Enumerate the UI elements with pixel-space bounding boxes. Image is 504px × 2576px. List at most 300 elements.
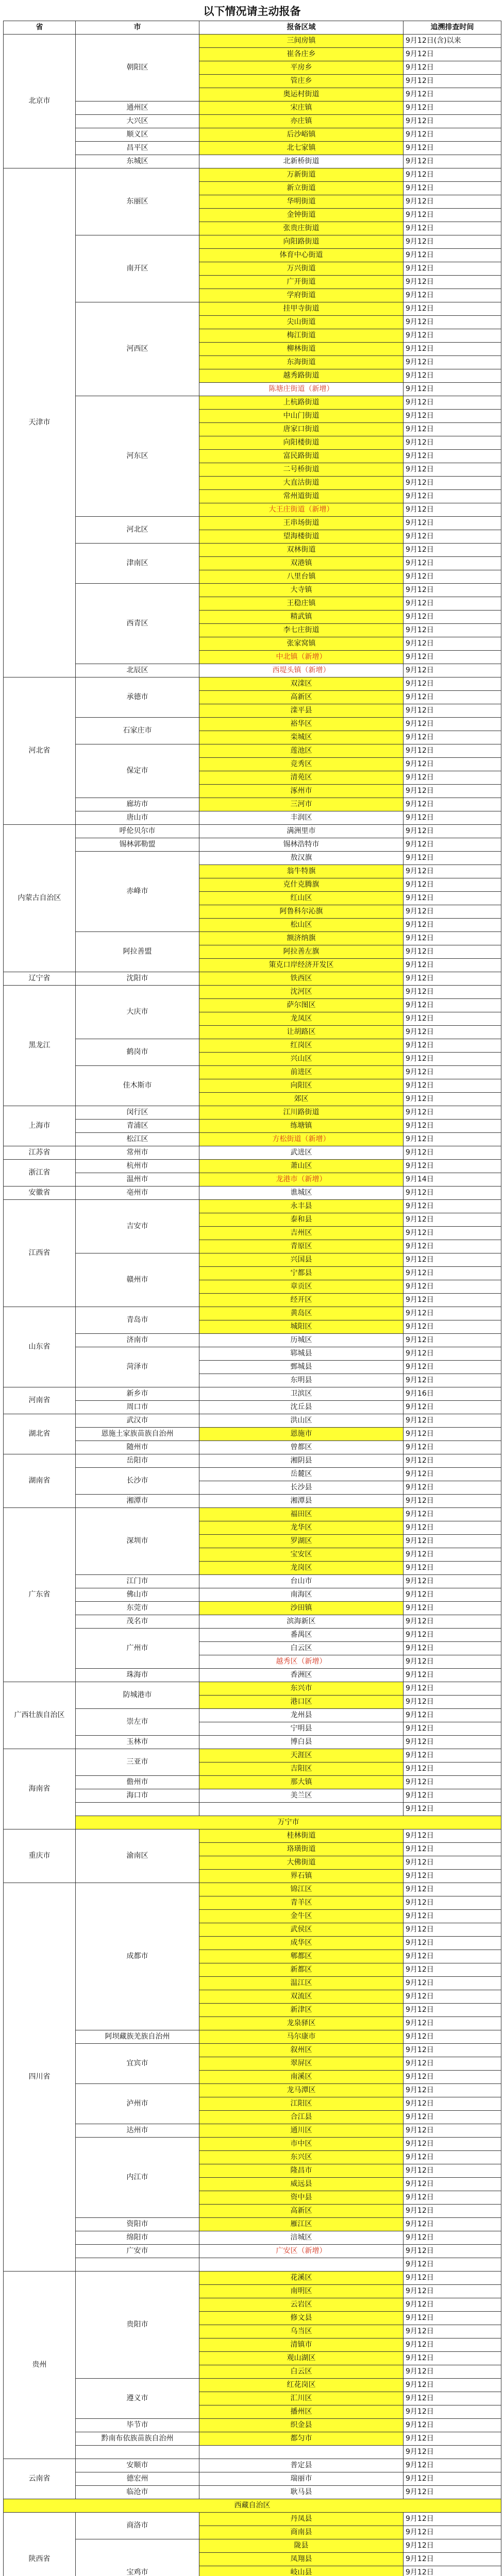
time-cell: 9月12日 [404,2298,501,2312]
time-cell: 9月12日 [404,2513,501,2526]
time-cell: 9月12日 [404,718,501,731]
time-cell: 9月12日 [404,2392,501,2405]
time-cell: 9月12日 [404,249,501,262]
time-cell: 9月12日 [404,1642,501,1655]
time-cell: 9月12日 [404,1910,501,1923]
time-cell: 9月12日 [404,1294,501,1307]
time-cell: 9月12日 [404,235,501,249]
province-cell: 辽宁省 [4,972,76,986]
time-cell: 9月12日 [404,168,501,182]
time-cell: 9月12日 [404,128,501,142]
time-cell: 9月12日 [404,892,501,905]
city-cell: 沈阳市 [76,972,199,986]
province-cell: 广西壮族自治区 [4,1682,76,1749]
area-cell: 叙州区 [199,2044,404,2057]
time-cell: 9月12日 [404,2258,501,2272]
area-cell: 番禺区 [199,1629,404,1642]
city-cell: 江门市 [76,1575,199,1588]
area-cell: 学府街道 [199,289,404,302]
province-cell: 内蒙古自治区 [4,825,76,972]
area-cell: 凤翔县 [199,2553,404,2566]
area-cell: 罗湖区 [199,1535,404,1548]
area-cell: 高新区 [199,2205,404,2218]
city-cell: 东城区 [76,155,199,168]
table-row [4,1468,501,1481]
area-cell: 梅江街道 [199,329,404,343]
time-cell: 9月12日 [404,2526,501,2539]
area-cell: 让胡路区 [199,1026,404,1039]
area-cell: 合江县 [199,2111,404,2124]
area-cell: 天涯区 [199,1749,404,1762]
header-time: 追溯排查时间 [404,21,501,35]
time-cell: 9月12日 [404,2459,501,2472]
time-cell: 9月12日 [404,2365,501,2379]
area-cell: 洪山区 [199,1414,404,1428]
city-cell: 河东区 [76,396,199,517]
area-cell: 耿马县 [199,2486,404,2499]
area-cell: 瑞丽市 [199,2472,404,2486]
time-cell: 9月12日 [404,1240,501,1253]
area-cell: 向阳楼街道 [199,436,404,450]
time-cell: 9月12日 [404,1615,501,1629]
area-cell: 汇川区 [199,2392,404,2405]
province-cell: 江西省 [4,1200,76,1307]
city-cell: 渝南区 [76,1829,199,1883]
area-cell: 观山湖区 [199,2352,404,2365]
time-cell: 9月12日 [404,597,501,611]
area-cell: 红岗区 [199,1039,404,1053]
table-row [4,825,501,838]
area-cell: 宝安区 [199,1548,404,1562]
time-cell: 9月12日 [404,302,501,316]
province-cell: 河北省 [4,677,76,825]
table-row [4,1307,501,1320]
city-cell: 阿拉善盟 [76,932,199,972]
time-cell: 9月12日 [404,262,501,276]
time-cell: 9月12日 [404,276,501,289]
city-cell: 恩施土家族苗族自治州 [76,1428,199,1441]
city-cell: 北辰区 [76,664,199,677]
area-cell: 历城区 [199,1334,404,1347]
area-cell: 龙华区 [199,1521,404,1535]
report-table [3,21,501,2576]
area-cell: 章贡区 [199,1280,404,1294]
time-cell: 9月12日 [404,517,501,530]
table-row [4,2486,501,2499]
time-cell: 9月12日 [404,1026,501,1039]
time-cell: 9月12日 [404,1495,501,1508]
area-cell: 新津区 [199,2004,404,2017]
table-row [4,1776,501,1789]
time-cell: 9月12日 [404,1736,501,1749]
city-cell: 唐山市 [76,811,199,825]
time-cell: 9月12日 [404,1843,501,1856]
page-title: 以下情况请主动报备 [203,5,301,18]
city-cell: 廊坊市 [76,798,199,811]
city-cell: 昌平区 [76,142,199,155]
table-row [4,2379,501,2392]
table-row [4,1669,501,1682]
table-row [4,1334,501,1347]
area-cell: 北新桥街道 [199,155,404,168]
table-row [4,396,501,410]
city-cell: 菏泽市 [76,1347,199,1387]
time-cell: 9月12日 [404,1334,501,1347]
table-row [4,932,501,945]
city-cell: 河西区 [76,302,199,396]
area-cell: 南明区 [199,2285,404,2298]
city-cell: 朝阳区 [76,35,199,101]
area-cell: 富民路街道 [199,450,404,463]
time-cell: 9月12日 [404,959,501,972]
area-cell: 陈塘庄街道（新增） [199,383,404,396]
area-cell: 云岩区 [199,2298,404,2312]
time-cell: 9月12日 [404,1883,501,1896]
area-cell: 港口区 [199,1696,404,1709]
area-cell: 福田区 [199,1508,404,1521]
area-cell: 奥运村街道 [199,88,404,101]
area-cell: 马尔康市 [199,2030,404,2044]
table-row [4,1387,501,1401]
area-cell: 锦江区 [199,1883,404,1896]
time-cell: 9月12日 [404,1521,501,1535]
area-cell: 香洲区 [199,1669,404,1682]
time-cell: 9月12日 [404,2379,501,2392]
province-cell: 广东省 [4,1508,76,1682]
city-cell: 石家庄市 [76,718,199,744]
area-cell: 三河市 [199,798,404,811]
area-cell: 额济纳旗 [199,932,404,945]
area-cell: 曾都区 [199,1441,404,1454]
time-cell: 9月12日 [404,1187,501,1200]
table-row [4,1200,501,1213]
time-cell: 9月12日 [404,1896,501,1910]
area-cell: 上杭路街道 [199,396,404,410]
area-cell: 翁牛特旗 [199,865,404,878]
area-cell: 湘阴县 [199,1454,404,1468]
area-cell: 高新区 [199,691,404,704]
area-cell: 李七庄街道 [199,624,404,637]
table-row [4,1428,501,1441]
city-cell: 佳木斯市 [76,1066,199,1106]
area-cell: 沙田镇 [199,1602,404,1615]
time-cell: 9月12日 [404,2553,501,2566]
area-cell: 龙岗区 [199,1562,404,1575]
time-cell: 9月12日 [404,878,501,892]
area-cell: 新立街道 [199,182,404,195]
time-cell: 9月12日 [404,115,501,128]
time-cell: 9月12日 [404,1870,501,1883]
table-row [4,811,501,825]
area-cell: 修文县 [199,2312,404,2325]
time-cell: 9月12日 [404,744,501,758]
table-row [4,2218,501,2231]
table-row [4,1508,501,1521]
time-cell: 9月12日 [404,758,501,771]
area-cell: 大王庄街道（新增） [199,503,404,517]
city-cell: 青浦区 [76,1120,199,1133]
city-cell: 宜宾市 [76,2044,199,2084]
time-cell: 9月12日 [404,2352,501,2365]
time-cell: 9月12日 [404,1629,501,1642]
area-cell: 挂甲寺街道 [199,302,404,316]
time-cell: 9月12日 [404,838,501,852]
table-row [4,302,501,316]
time-cell: 9月12日 [404,2486,501,2499]
time-cell: 9月12日 [404,1066,501,1079]
area-cell: 宋庄镇 [199,101,404,115]
time-cell: 9月12日 [404,651,501,664]
time-cell: 9月12日 [404,1053,501,1066]
table-row [4,128,501,142]
area-cell: 滦平县 [199,704,404,718]
city-cell: 东莞市 [76,1602,199,1615]
time-cell: 9月12日 [404,1120,501,1133]
city-cell: 亳州市 [76,1187,199,1200]
table-body [4,35,501,2576]
time-cell: 9月12日 [404,383,501,396]
time-cell: 9月12日 [404,1267,501,1280]
time-cell: 9月12日 [404,1374,501,1387]
area-cell: 萧山区 [199,1160,404,1173]
area-cell: 万新街道 [199,168,404,182]
table-row [4,1066,501,1079]
area-cell: 北七家镇 [199,142,404,155]
area-cell: 武侯区 [199,1923,404,1937]
city-cell: 岳阳市 [76,1454,199,1468]
time-cell: 9月12日 [404,731,501,744]
city-cell: 玉林市 [76,1736,199,1749]
time-cell: 9月12日 [404,811,501,825]
area-cell: 裕华区 [199,718,404,731]
region-cell: 万宁市 [76,1816,501,1829]
area-cell: 涪城区 [199,2231,404,2245]
time-cell: 9月12日 [404,490,501,503]
city-cell: 绵阳市 [76,2231,199,2245]
province-cell: 四川省 [4,1883,76,2272]
table-row [4,2138,501,2151]
area-cell: 界石镇 [199,1870,404,1883]
time-cell: 9月12日 [404,2566,501,2576]
time-cell: 9月12日 [404,584,501,597]
table-row [4,115,501,128]
time-cell: 9月12日 [404,369,501,383]
time-cell: 9月12日 [404,410,501,423]
table-row [4,2432,501,2446]
area-cell: 江川路街道 [199,1106,404,1120]
city-cell: 随州市 [76,1441,199,1454]
time-cell: 9月12日 [404,1361,501,1374]
area-cell: 清镇市 [199,2338,404,2352]
time-cell: 9月12日 [404,1307,501,1320]
city-cell: 珠海市 [76,1669,199,1682]
area-cell: 资中县 [199,2191,404,2205]
time-cell: 9月12日 [404,2432,501,2446]
time-cell: 9月12日 [404,1012,501,1026]
area-cell: 兴山区 [199,1053,404,1066]
time-cell: 9月12日 [404,691,501,704]
time-cell: 9月12日 [404,664,501,677]
city-cell [76,1803,199,1816]
area-cell: 长沙县 [199,1481,404,1495]
time-cell: 9月12日 [404,209,501,222]
table-row [4,718,501,731]
area-cell: 台山市 [199,1575,404,1588]
table-row [4,1414,501,1428]
area-cell: 策克口岸经济开发区 [199,959,404,972]
city-cell: 商洛市 [76,2513,199,2539]
area-cell: 大直沽街道 [199,477,404,490]
table-row [4,744,501,758]
city-cell: 顺义区 [76,128,199,142]
province-cell: 北京市 [4,35,76,168]
table-row [4,677,501,691]
area-cell: 吉州区 [199,1227,404,1240]
area-cell: 越秀区（新增） [199,1655,404,1669]
area-cell: 萨尔图区 [199,999,404,1012]
area-cell: 播州区 [199,2405,404,2419]
area-cell: 望海楼街道 [199,530,404,544]
time-cell: 9月12日 [404,2097,501,2111]
time-cell: 9月12日(含)以来 [404,35,501,48]
time-cell: 9月12日 [404,1548,501,1562]
province-cell: 云南省 [4,2459,76,2499]
area-cell: 谯城区 [199,1187,404,1200]
time-cell: 9月12日 [404,771,501,785]
city-cell: 西青区 [76,584,199,664]
table-row [4,2084,501,2097]
time-cell: 9月12日 [404,919,501,932]
province-cell: 湖北省 [4,1414,76,1454]
area-cell: 莲池区 [199,744,404,758]
area-cell: 后沙峪镇 [199,128,404,142]
time-cell: 9月12日 [404,2218,501,2231]
header-area: 报备区域 [199,21,404,35]
area-cell: 卫滨区 [199,1387,404,1401]
time-cell: 9月12日 [404,88,501,101]
time-cell: 9月12日 [404,852,501,865]
time-cell: 9月12日 [404,2111,501,2124]
area-cell: 锡林浩特市 [199,838,404,852]
city-cell: 温州市 [76,1173,199,1187]
area-cell: 宁明县 [199,1722,404,1736]
area-cell: 东明县 [199,1374,404,1387]
area-cell: 吉阳区 [199,1762,404,1776]
area-cell: 三间房镇 [199,35,404,48]
table-row [4,1173,501,1187]
city-cell: 深圳市 [76,1508,199,1575]
time-cell: 9月12日 [404,1401,501,1414]
area-cell: 涿州市 [199,785,404,798]
time-cell: 9月12日 [404,1669,501,1682]
time-cell: 9月12日 [404,1280,501,1294]
city-cell: 三亚市 [76,1749,199,1776]
area-cell: 珞璜街道 [199,1843,404,1856]
table-row [4,2245,501,2258]
table-row [4,2030,501,2044]
city-cell: 呼伦贝尔市 [76,825,199,838]
city-cell: 广安市 [76,2245,199,2258]
city-cell: 茂名市 [76,1615,199,1629]
city-cell: 济南市 [76,1334,199,1347]
time-cell: 9月12日 [404,932,501,945]
time-cell: 9月12日 [404,1776,501,1789]
area-cell: 成华区 [199,1937,404,1950]
table-row [4,1495,501,1508]
area-cell: 白云区 [199,2365,404,2379]
area-cell: 宁都县 [199,1267,404,1280]
area-cell: 满洲里市 [199,825,404,838]
time-cell: 9月12日 [404,1963,501,1977]
area-cell: 沈丘县 [199,1401,404,1414]
province-cell: 贵州 [4,2272,76,2459]
time-cell: 9月12日 [404,1709,501,1722]
city-cell: 资阳市 [76,2218,199,2231]
area-cell: 兴国县 [199,1253,404,1267]
area-cell: 王稳庄镇 [199,597,404,611]
city-cell: 安顺市 [76,2459,199,2472]
city-cell: 鹤岗市 [76,1039,199,1066]
area-cell: 大寺镇 [199,584,404,597]
city-cell: 青岛市 [76,1307,199,1334]
time-cell: 9月12日 [404,1441,501,1454]
table-row [4,972,501,986]
area-cell: 双流区 [199,1990,404,2004]
time-cell: 9月12日 [404,1146,501,1160]
table-row [4,1187,501,1200]
area-cell: 美兰区 [199,1789,404,1803]
time-cell: 9月12日 [404,1829,501,1843]
area-cell: 双港镇 [199,557,404,570]
area-cell [199,2258,404,2272]
area-cell: 武进区 [199,1146,404,1160]
area-cell: 龙凤区 [199,1012,404,1026]
table-row [4,1401,501,1414]
area-cell: 桂林街道 [199,1829,404,1843]
table-row [4,1749,501,1762]
city-cell: 儋州市 [76,1776,199,1789]
time-cell: 9月12日 [404,1535,501,1548]
area-cell: 织金县 [199,2419,404,2432]
city-cell: 南开区 [76,235,199,302]
area-cell: 常州道街道 [199,490,404,503]
area-cell: 白云区 [199,1642,404,1655]
table-row [4,35,501,48]
city-cell: 湘潭市 [76,1495,199,1508]
time-cell: 9月12日 [404,1856,501,1870]
table-row [4,2539,501,2553]
province-cell: 江苏省 [4,1146,76,1160]
city-cell: 周口市 [76,1401,199,1414]
area-cell: 中山门街道 [199,410,404,423]
area-cell: 陇县 [199,2539,404,2553]
province-cell: 陕西省 [4,2513,76,2576]
table-row [4,1682,501,1696]
area-cell: 敖汉旗 [199,852,404,865]
area-cell: 滨海新区 [199,1615,404,1629]
time-cell: 9月12日 [404,1937,501,1950]
table-row [4,2499,501,2513]
area-cell: 唐家口街道 [199,423,404,436]
table-row [4,1883,501,1896]
city-cell: 阿坝藏族羌族自治州 [76,2030,199,2044]
area-cell: 丹凤县 [199,2513,404,2526]
time-cell: 9月12日 [404,1481,501,1495]
time-cell: 9月12日 [404,2071,501,2084]
time-cell: 9月12日 [404,356,501,369]
time-cell: 9月12日 [404,1454,501,1468]
area-cell: 克什克腾旗 [199,878,404,892]
